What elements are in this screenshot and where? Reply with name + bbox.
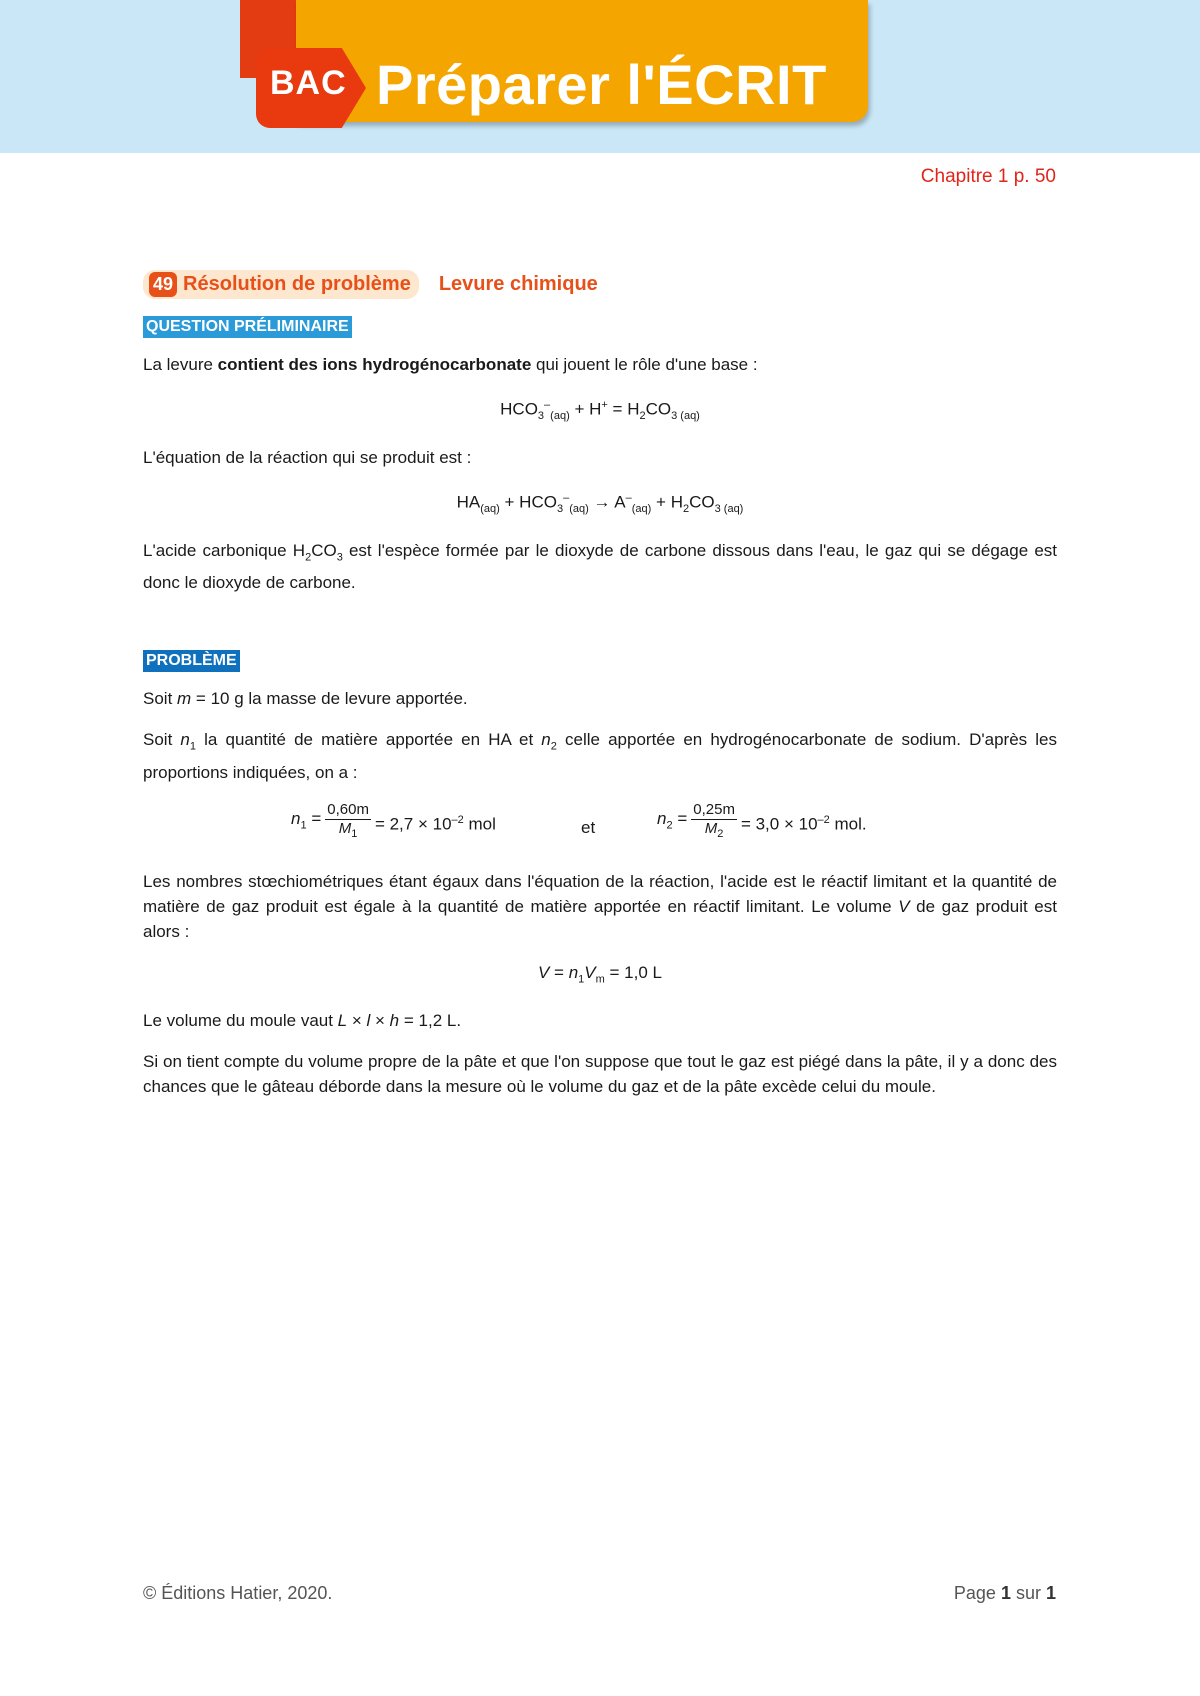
footer-page-number: Page 1 sur 1 <box>953 1583 1056 1603</box>
formula-row-quantities <box>143 801 1057 855</box>
formula-et: et <box>581 817 596 837</box>
equation-2: $HA_{(aq)} + HCO_3^-_{(aq)} \to A^-_{(aq)} + H_2CO_{3 (aq)}$ <box>456 492 744 516</box>
chapter-reference: Chapitre 1 p. 50 <box>920 166 1056 187</box>
footer-copyright: © Éditions Hatier, 2020. <box>143 1583 333 1603</box>
reaction-intro: L'équation de la réaction qui se produit est : <box>143 448 472 468</box>
formula-n2: $n_2$ = $\frac{0,25m}{M_2}$ = $3,0 \times 10^{-2}$ mol. <box>657 801 867 843</box>
document-body <box>143 270 1057 1115</box>
problem-type: Résolution de problème <box>183 273 411 295</box>
problem-type-pill <box>143 270 419 299</box>
preliminary-intro: La levure contient des ions hydrogénocarbonate qui jouent le rôle d'une base : <box>143 355 758 374</box>
section-label-preliminary: QUESTION PRÉLIMINAIRE <box>143 316 352 338</box>
preliminary-conclusion: L'acide carbonique $H_2CO_3$ est l'espèce formée par le dioxyde de carbone dissous dans l'eau, le gaz qui se dégage est donc le dioxyde de carbone. <box>143 541 1057 593</box>
fraction-n1: $\frac{0,60m}{M_1}$ <box>327 800 369 840</box>
probleme-paragraph-2: Soit $n_1$ la quantité de matière apportée en HA et $n_2$ celle apportée en hydrogénocarbonate de sodium. D'après les proportions indiquées, on a : <box>143 730 1057 782</box>
probleme-paragraph-5: Si on tient compte du volume propre de la pâte et que l'on suppose que tout le gaz est piégé dans la pâte, il y a donc des chances que le gâteau déborde dans la mesure où le volume du gaz et de la pâte excède celui du moule. <box>143 1052 1057 1097</box>
problem-heading <box>143 270 1057 299</box>
probleme-paragraph-4: Le volume du moule vaut L × l × h = 1,2 L. <box>143 1011 462 1031</box>
bac-label: BAC <box>270 64 347 102</box>
probleme-paragraph-1: Soit m = 10 g la masse de levure apportée. <box>143 689 468 709</box>
formula-volume: $V = n_1V_m = 1,0$ L <box>537 962 662 986</box>
equation-1: $HCO_3^-_{(aq)} + H^+ = H_2CO_{3 (aq)}$ <box>500 399 700 423</box>
fraction-n2: $\frac{0,25m}{M_2}$ <box>693 800 735 840</box>
problem-title: Levure chimique <box>438 273 598 295</box>
section-label-probleme: PROBLÈME <box>143 650 240 672</box>
problem-number: 49 <box>149 272 177 297</box>
probleme-paragraph-3: Les nombres stœchiométriques étant égaux dans l'équation de la réaction, l'acide est le réactif limitant et la quantité de matière de gaz produit est égale à la quantité de matière apportée en réactif limitant. Le volume V de gaz produit est alors : <box>143 871 1057 941</box>
formula-n1: $n_1$ = $\frac{0,60m}{M_1}$ = $2,7 \times 10^{-2}$ mol <box>291 801 496 843</box>
banner-title: Préparer l'ÉCRIT <box>376 53 827 116</box>
section-spacer <box>143 611 1057 647</box>
